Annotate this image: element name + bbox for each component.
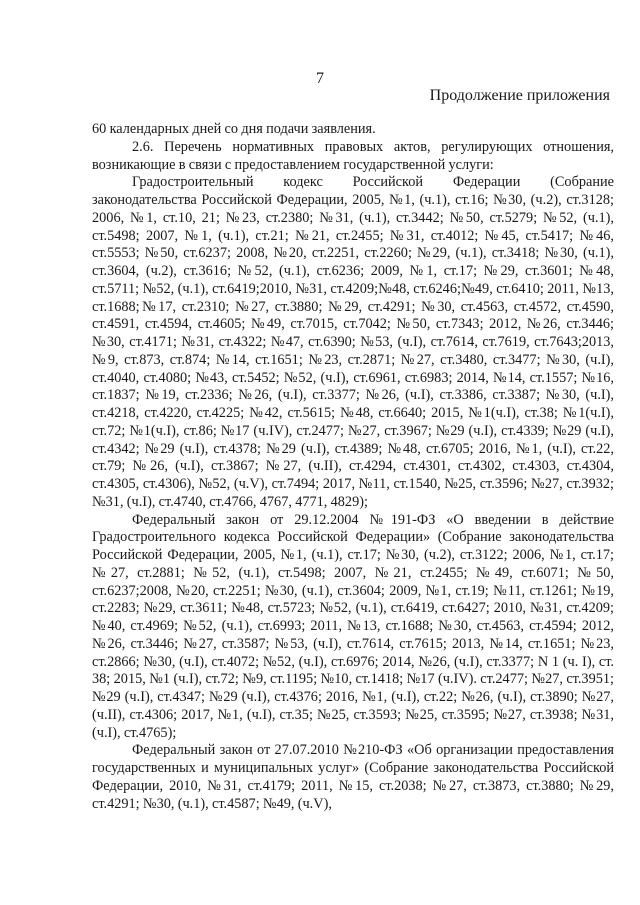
appendix-continuation-note: Продолжение приложения — [429, 87, 610, 104]
paragraph-federal-law-191: Федеральный закон от 29.12.2004 №191-ФЗ «О введении в действие Градостроительного кодекса Российской Федерации» (Собрание законодательства Российской Федерации, 2005, №1, (ч.1), ст.17; №30, (ч.2), ст.3122; 2006, №1, ст.17; №27, ст.2881; №52, (ч.1), ст.5498; 2007, №21, ст.2455; №49, ст.6071; №50, ст.6237;2008, №20, ст.2251; №30, (ч.1), ст.3604; 2009, №1, ст.19; №11, ст.1261; №19, ст.2283; №29, ст.3611; №48, ст.5723; №52, (ч.1), ст.6419, ст.6427; 2010, №31, ст.4209; №40, ст.4969; №52, (ч.1), ст.6993; 2011, №13, ст.1688; №30, ст.4563, ст.4594; 2012, №26, ст.3446; №27, ст.3587; №53, (ч.I), ст.7614, ст.7615; 2013, №14, ст.1651; №23, ст.2866; №30, (ч.I), ст.4072; №52, (ч.I), ст.6976; 2014, №26, (ч.I), ст.3377; N 1 (ч. I), ст. 38; 2015, №1 (ч.I), ст.72; №9, ст.1195; №10, ст.1418; №17 (ч.IV). ст.2477; №27, ст.3951; №29 (ч.I), ст.4347; №29 (ч.I), ст.4376; 2016, №1, (ч.I), ст.22; №26, (ч.I), ст.3890; №27, (ч.II), ст.4306; 2017, №1, (ч.I), ст.35; №25, ст.3593; №25, ст.3595; №27, ст.3938; №31, (ч.I), ст.4765); — [92, 511, 614, 741]
page-number: 7 — [316, 70, 324, 87]
paragraph-urban-planning-code: Градостроительный кодекс Российской Федерации (Собрание законодательства Российской Федерации, 2005, №1, (ч.1), ст.16; №30, (ч.2), ст.3128; 2006, №1, ст.10, 21; №23, ст.2380; №31, (ч.1), ст.3442; №50, ст.5279; №52, (ч.1), ст.5498; 2007, №1, (ч.1), ст.21; №21, ст.2455; №31, ст.4012; №45, ст.5417; №46, ст.5553; №50, ст.6237; 2008, №20, ст.2251, ст.2260; №29, (ч.1), ст.3418; №30, (ч.1), ст.3604, (ч.2), ст.3616; №52, (ч.1), ст.6236; 2009, №1, ст.17; №29, ст.3601; №48, ст.5711; №52, (ч.1), ст.6419;2010, №31, ст.4209;№48, ст.6246;№49, ст.6410; 2011, №13, ст.1688;№17, ст.2310; №27, ст.3880; №29, ст.4291; №30, ст.4563, ст.4572, ст.4590, ст.4591, ст.4594, ст.4605; №49, ст.7015, ст.7042; №50, ст.7343; 2012, №26, ст.3446; №30, ст.4171; №31, ст.4322; №47, ст.6390; №53, (ч.I), ст.7614, ст.7619, ст.7643;2013, №9, ст.873, ст.874; №14, ст.1651; №23, ст.2871; №27, ст.3480, ст.3477; №30, (ч.I), ст.4040, ст.4080; №43, ст.5452; №52, (ч.I), ст.6961, ст.6983; 2014, №14, ст.1557; №16, ст.1837; №19, ст.2336; №26, (ч.I), ст.3377; №26, (ч.I), ст.3386, ст.3387; №30, (ч.I), ст.4218, ст.4220, ст.4225; №42, ст.5615; №48, ст.6640; 2015, №1(ч.I), ст.38; №1(ч.I), ст.72; №1(ч.I), ст.86; №17 (ч.IV), ст.2477; №27, ст.3967; №29 (ч.I), ст.4339; №29 (ч.I), ст.4342; №29 (ч.I), ст.4378; №29 (ч.I), ст.4389; №48, ст.6705; 2016, №1, (ч.I), ст.22, ст.79; №26, (ч.I), ст.3867; №27, (ч.II), ст.4294, ст.4301, ст.4302, ст.4303, ст.4304, ст.4305, ст.4306), №52, (ч.V), ст.7494; 2017, №11, ст.1540, №25, ст.3596; №27, ст.3932; №31, (ч.I), ст.4740, ст.4766, 4767, 4771, 4829); — [92, 174, 614, 510]
document-body — [92, 121, 614, 813]
paragraph-deadline: 60 календарных дней со дня подачи заявления. — [92, 121, 376, 137]
paragraph-federal-law-210: Федеральный закон от 27.07.2010 №210-ФЗ «Об организации предоставления государственных и муниципальных услуг» (Собрание законодательства Российской Федерации, 2010, №31, ст.4179; 2011, №15, ст.2038; №27, ст.3873, ст.3880; №29, ст.4291; №30, (ч.1), ст.4587; №49, (ч.V), — [92, 742, 614, 812]
paragraph-section-2-6: 2.6. Перечень нормативных правовых актов, регулирующих отношения, возникающие в связи с предоставлением государственной услуги: — [92, 138, 614, 173]
